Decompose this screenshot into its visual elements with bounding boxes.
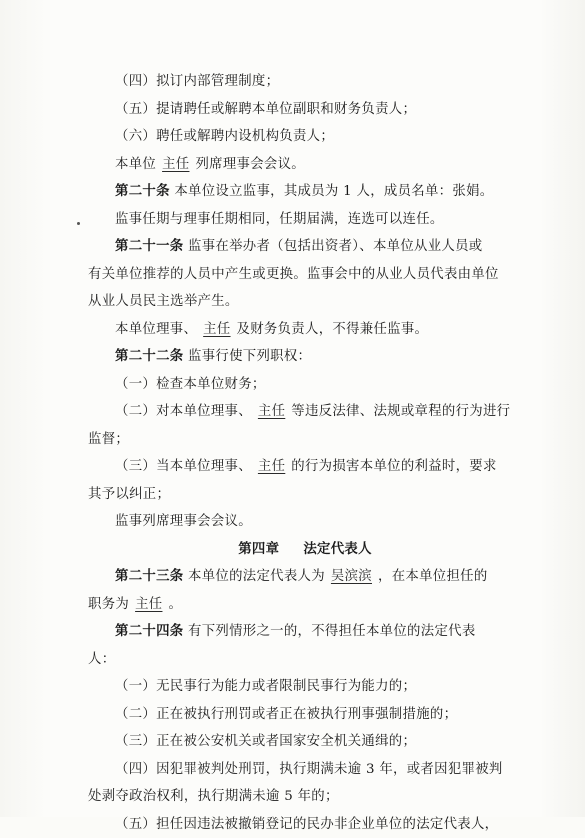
paragraph	[88, 206, 508, 234]
paragraph	[88, 288, 508, 316]
paragraph	[88, 68, 508, 96]
paragraph	[88, 646, 508, 674]
text: 等违反法律、法规或章程的行为进行	[291, 404, 510, 419]
text: 监事列席理事会会议。	[115, 514, 252, 529]
paragraph	[88, 508, 508, 536]
chapter-heading	[88, 536, 508, 564]
filled-blank: 主任	[197, 316, 236, 344]
article-23	[88, 563, 508, 591]
text: 及财务负责人，不得兼任监事。	[237, 322, 429, 337]
paragraph	[88, 453, 508, 481]
chapter-number: 第四章	[238, 536, 279, 564]
paragraph	[88, 811, 508, 838]
chapter-title: 法定代表人	[303, 536, 371, 564]
text: 从业人员民主选举产生。	[88, 294, 239, 309]
text: 列席理事会会议。	[195, 157, 305, 172]
article-label: 第二十三条	[115, 568, 183, 584]
filled-blank: 主任	[252, 398, 291, 426]
article-label: 第二十二条	[115, 348, 183, 364]
text: 本单位理事、	[115, 322, 197, 337]
text: （四）拟订内部管理制度；	[115, 74, 279, 89]
paragraph	[88, 371, 508, 399]
text: 本单位设立监事，其成员为 1 人，成员名单：张娟。	[170, 184, 494, 199]
filled-blank: 主任	[129, 591, 168, 619]
text: 有下列情形之一的，不得担任本单位的法定代表	[183, 624, 475, 639]
paragraph	[88, 398, 508, 426]
text: 其予以纠正；	[88, 487, 170, 502]
text: （四）因犯罪被判处刑罚，执行期满未逾 3 年，或者因犯罪被判	[115, 762, 503, 777]
text: 有关单位推荐的人员中产生或更换。监事会中的从业人员代表由单位	[88, 267, 499, 282]
article-label: 第二十四条	[115, 623, 183, 639]
paragraph	[88, 591, 508, 619]
text: ，在本单位担任的	[378, 569, 488, 584]
paragraph	[88, 728, 508, 756]
text: 的行为损害本单位的利益时，要求	[291, 459, 496, 474]
text: （二）对本单位理事、	[115, 404, 252, 419]
text: （一）无民事行为能力或者限制民事行为能力的；	[115, 679, 416, 694]
stray-mark	[77, 222, 80, 225]
paragraph	[88, 481, 508, 509]
paragraph	[88, 151, 508, 179]
text: 监事任期与理事任期相同，任期届满，连选可以连任。	[115, 212, 444, 227]
paragraph	[88, 701, 508, 729]
paragraph	[88, 783, 508, 811]
text: （三）正在被公安机关或者国家安全机关通缉的；	[115, 734, 416, 749]
paragraph	[88, 123, 508, 151]
paragraph	[88, 96, 508, 124]
text: （三）当本单位理事、	[115, 459, 252, 474]
filled-blank: 主任	[252, 453, 291, 481]
text: 本单位的法定代表人为	[183, 569, 324, 584]
text: 职务为	[88, 597, 129, 612]
paragraph	[88, 756, 508, 784]
text: （一）检查本单位财务；	[115, 377, 266, 392]
text: 监事行使下列职权：	[183, 349, 311, 364]
text: 人：	[88, 652, 115, 667]
article-label: 第二十条	[115, 183, 170, 199]
article-21	[88, 233, 508, 261]
text: 。	[168, 597, 182, 612]
paragraph	[88, 261, 508, 289]
article-24	[88, 618, 508, 646]
text: （五）担任因违法被撤销登记的民办非企业单位的法定代表人，	[115, 817, 498, 832]
filled-blank: 主任	[156, 151, 195, 179]
text: 处剥夺政治权利，执行期满未逾 5 年的；	[88, 789, 339, 804]
text: （六）聘任或解聘内设机构负责人；	[115, 129, 334, 144]
text: 监督；	[88, 432, 129, 447]
text: （五）提请聘任或解聘本单位副职和财务负责人；	[115, 102, 416, 117]
article-20	[88, 178, 508, 206]
filled-blank: 吴滨滨	[325, 563, 378, 591]
paragraph	[88, 673, 508, 701]
article-22	[88, 343, 508, 371]
document-body	[88, 68, 508, 838]
paragraph	[88, 316, 508, 344]
article-label: 第二十一条	[115, 238, 183, 254]
paragraph	[88, 426, 508, 454]
text: （二）正在被执行刑罚或者正在被执行刑事强制措施的；	[115, 707, 457, 722]
text: 监事在举办者（包括出资者）、本单位从业人员或	[183, 239, 482, 254]
text: 本单位	[115, 157, 156, 172]
